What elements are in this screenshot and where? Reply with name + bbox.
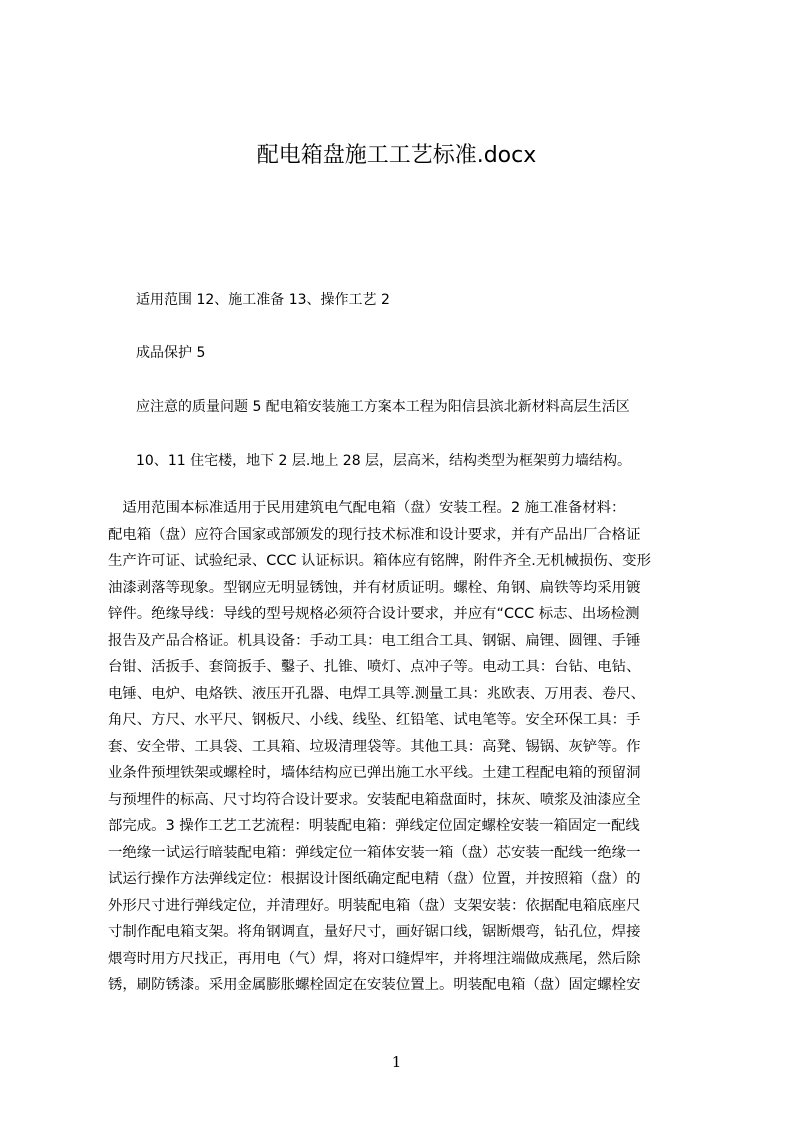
toc-line-3: 应注意的质量问题 5 配电箱安装施工方案本工程为阳信县滨北新材料高层生活区 xyxy=(136,399,630,415)
page-number: 1 xyxy=(391,1053,402,1071)
body-line: 业条件预埋铁架或螺栓时，墙体结构应已弹出施工水平线。土建工程配电箱的预留洞 xyxy=(108,765,641,781)
body-line: 部完成。3 操作工艺工艺流程：明装配电箱：弹线定位固定螺栓安装一箱固定一配线 xyxy=(108,818,640,834)
document-title: 配电箱盘施工工艺标准.docx xyxy=(256,143,537,168)
body-line: 试运行操作方法弹线定位：根据设计图纸确定配电精（盘）位置，并按照箱（盘）的 xyxy=(108,871,641,887)
body-line: 适用范围本标准适用于民用建筑电气配电箱（盘）安装工程。2 施工准备材料： xyxy=(108,500,626,516)
body-line: 锌件。绝缘导线：导线的型号规格必须符合设计要求，并应有“CCC 标志、出场检测 xyxy=(108,606,640,622)
body-line: 锈，刷防锈漆。采用金属膨胀螺栓固定在安装位置上。明装配电箱（盘）固定螺栓安 xyxy=(108,977,641,993)
body-line: 配电箱（盘）应符合国家或部颁发的现行技术标准和设计要求，并有产品出厂合格证 xyxy=(108,526,641,543)
body-line: 电锤、电炉、电烙铁、液压开孔器、电焊工具等.测量工具：兆欧表、万用表、卷尺、 xyxy=(108,685,646,702)
body-line: 角尺、方尺、水平尺、钢板尺、小线、线坠、红铅笔、试电笔等。安全环保工具：手 xyxy=(108,712,641,728)
toc-line-4: 10、11 住宅楼，地下 2 层.地上 28 层，层高米，结构类型为框架剪力墙结构。 xyxy=(136,453,632,469)
body-line: 寸制作配电箱支架。将角钢调直，量好尺寸，画好锯口线，锯断煨弯，钻孔位，焊接 xyxy=(108,924,641,940)
toc-line-2: 成品保护 5 xyxy=(136,345,206,361)
toc-line-1: 适用范围 12、施工准备 13、操作工艺 2 xyxy=(136,292,390,308)
body-line: 与预埋件的标高、尺寸均符合设计要求。安装配电箱盘面时，抹灰、喷浆及油漆应全 xyxy=(108,791,641,808)
body-paragraph xyxy=(108,495,696,993)
body-line: 台钳、活扳手、套筒扳手、鑿子、扎锥、喷灯、点冲子等。电动工具：台钻、电钻、 xyxy=(108,659,641,675)
body-line: 油漆剥落等现象。型钢应无明显锈蚀，并有材质证明。螺栓、角钢、扁铁等均采用镀 xyxy=(108,579,641,596)
body-line: 报告及产品合格证。机具设备：手动工具：电工组合工具、钢锯、扁锂、圆锂、手锤 xyxy=(108,632,641,649)
body-line: 外形尺寸进行弹线定位，并清理好。明装配电箱（盘）支架安装：依据配电箱底座尺 xyxy=(108,897,641,914)
body-line: 生产许可证、试验纪录、CCC 认证标识。箱体应有铭牌，附件齐全.无机械损伤、变形 xyxy=(108,553,651,569)
body-line: 一绝缘一试运行暗装配电箱：弹线定位一箱体安装一箱（盘）芯安装一配线一绝缘一 xyxy=(108,844,641,861)
body-line: 煨弯时用方尺找正，再用电（气）焊，将对口缝焊牢，并将埋注端做成燕尾，然后除 xyxy=(108,950,641,967)
body-line: 套、安全带、工具袋、工具箱、垃圾清理袋等。其他工具：高凳、锡锅、灰铲等。作 xyxy=(108,738,641,755)
